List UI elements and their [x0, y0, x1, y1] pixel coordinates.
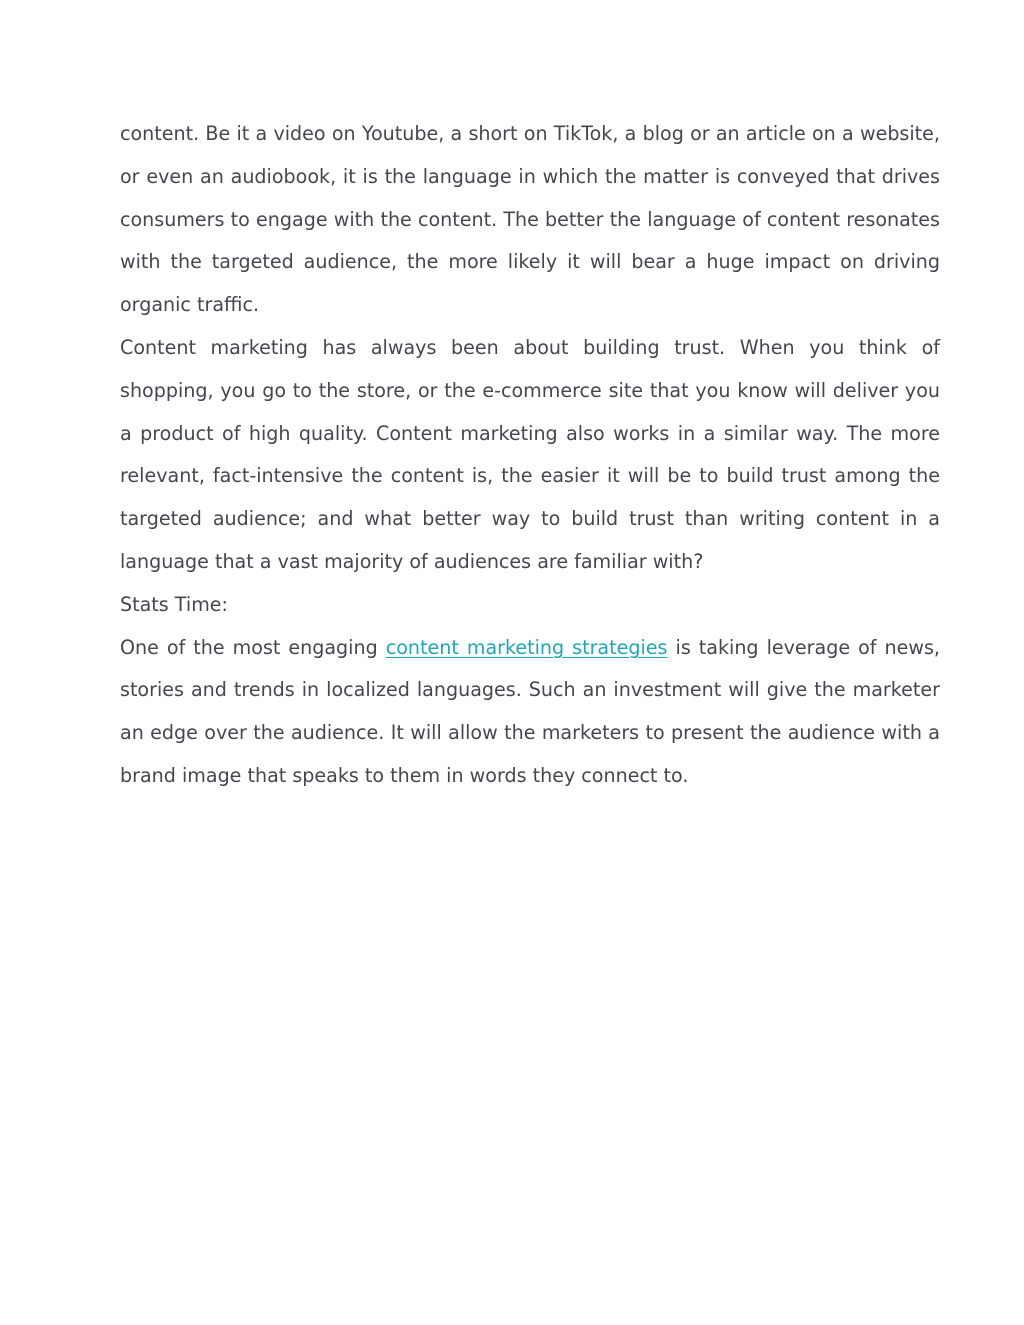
- document-body: [120, 113, 940, 798]
- paragraph-text-before-link: One of the most engaging: [120, 635, 386, 659]
- paragraph-building-trust: Content marketing has always been about building trust. When you think of shopping, you go to the store, or the e-commerce site that you know will deliver you a product of high quality. Content marketing also works in a similar way. The more relevant, fact-intensive the content is, the easier it will be to build trust among the targeted audience; and what better way to build trust than writing content in a language that a vast majority of audiences are familiar with?: [120, 335, 940, 573]
- paragraph-language-content: content. Be it a video on Youtube, a short on TikTok, a blog or an article on a website, or even an audiobook, it is the language in which the matter is conveyed that drives consumers to engage with the content. The better the language of content resonates with the targeted audience, the more likely it will bear a huge impact on driving organic traffic.: [120, 122, 940, 317]
- paragraph-text-after-link: is taking leverage of news, stories and trends in localized languages. Such an investment will give the marketer an edge over the audience. It will allow the marketers to present the audience with a brand image that speaks to them in words they connect to.: [120, 635, 940, 787]
- paragraph-localized-strategies: [120, 627, 940, 798]
- stats-time-heading: Stats Time:: [120, 592, 228, 616]
- content-marketing-strategies-link[interactable]: content marketing strategies: [385, 635, 668, 659]
